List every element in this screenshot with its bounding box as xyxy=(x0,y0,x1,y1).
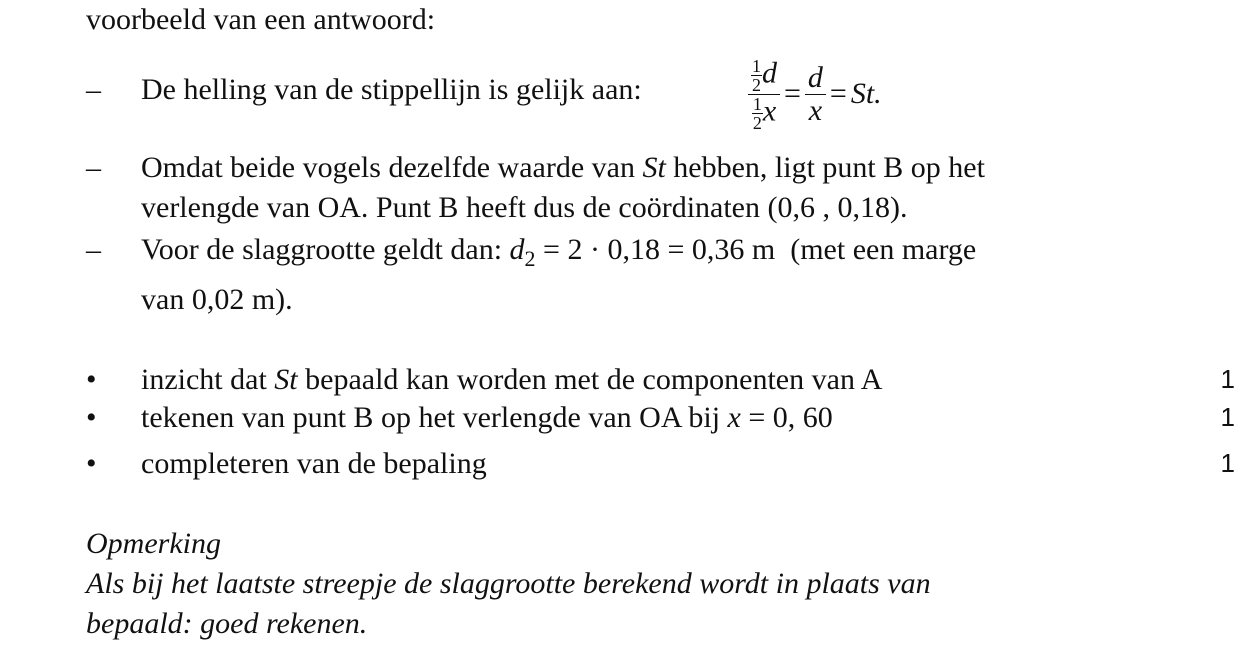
dash-marker: – xyxy=(86,151,101,184)
remark-title: Opmerking xyxy=(86,527,221,560)
dash-marker: – xyxy=(86,73,101,106)
equals-sign: = xyxy=(784,77,801,110)
criterion-3-points: 1 xyxy=(1220,448,1235,478)
half-denominator: 2 xyxy=(752,112,762,133)
bullet-marker: • xyxy=(86,363,97,396)
remark-line2: bepaald: goed rekenen. xyxy=(86,607,368,640)
half-denominator: 2 xyxy=(752,74,761,95)
step3-line1: Voor de slaggrootte geldt dan: $d_2 = 2 \cdot 0,18 = 0,36$ m (met een marge xyxy=(141,233,977,271)
criterion-1-points: 1 xyxy=(1220,364,1235,394)
bullet-marker: • xyxy=(86,447,97,480)
var-x: x xyxy=(808,93,823,127)
intro-text: voorbeeld van een antwoord: xyxy=(86,3,436,36)
var-d: d xyxy=(807,61,823,94)
step2-line1: Omdat beide vogels dezelfde waarde van St hebben, ligt punt B op het xyxy=(141,151,985,184)
fraction-half-d-over-half-x xyxy=(748,57,780,132)
remark-line1: Als bij het laatste streepje de slaggrootte berekend wordt in plaats van xyxy=(86,567,931,600)
criterion-3: completeren van de bepaling xyxy=(141,447,487,480)
step3-line2: van 0,02 m). xyxy=(141,283,293,316)
var-x: x xyxy=(762,93,777,127)
fraction-d-over-x xyxy=(805,62,826,126)
st-result: St. xyxy=(850,77,882,110)
st-symbol: St xyxy=(642,151,666,184)
equals-sign: = xyxy=(829,77,847,110)
dash-marker: – xyxy=(86,233,101,266)
var-d: d xyxy=(762,55,777,89)
half-numerator: 1 xyxy=(752,93,762,114)
slag-formula: $d_2 = 2 \cdot 0,18 = 0,36$ m xyxy=(509,233,776,271)
half-numerator: 1 xyxy=(752,55,761,76)
criterion-2: tekenen van punt B op het verlengde van OA bij x = 0, 60 xyxy=(141,401,833,434)
bullet-marker: • xyxy=(86,401,97,434)
slope-formula xyxy=(748,44,882,144)
criterion-2-points: 1 xyxy=(1220,402,1235,432)
criterion-1: inzicht dat St bepaald kan worden met de componenten van A xyxy=(141,363,883,396)
step1-text: De helling van de stippellijn is gelijk aan: xyxy=(141,73,642,106)
step2-line2: verlengde van OA. Punt B heeft dus de coördinaten (0,6 , 0,18). xyxy=(141,191,908,224)
